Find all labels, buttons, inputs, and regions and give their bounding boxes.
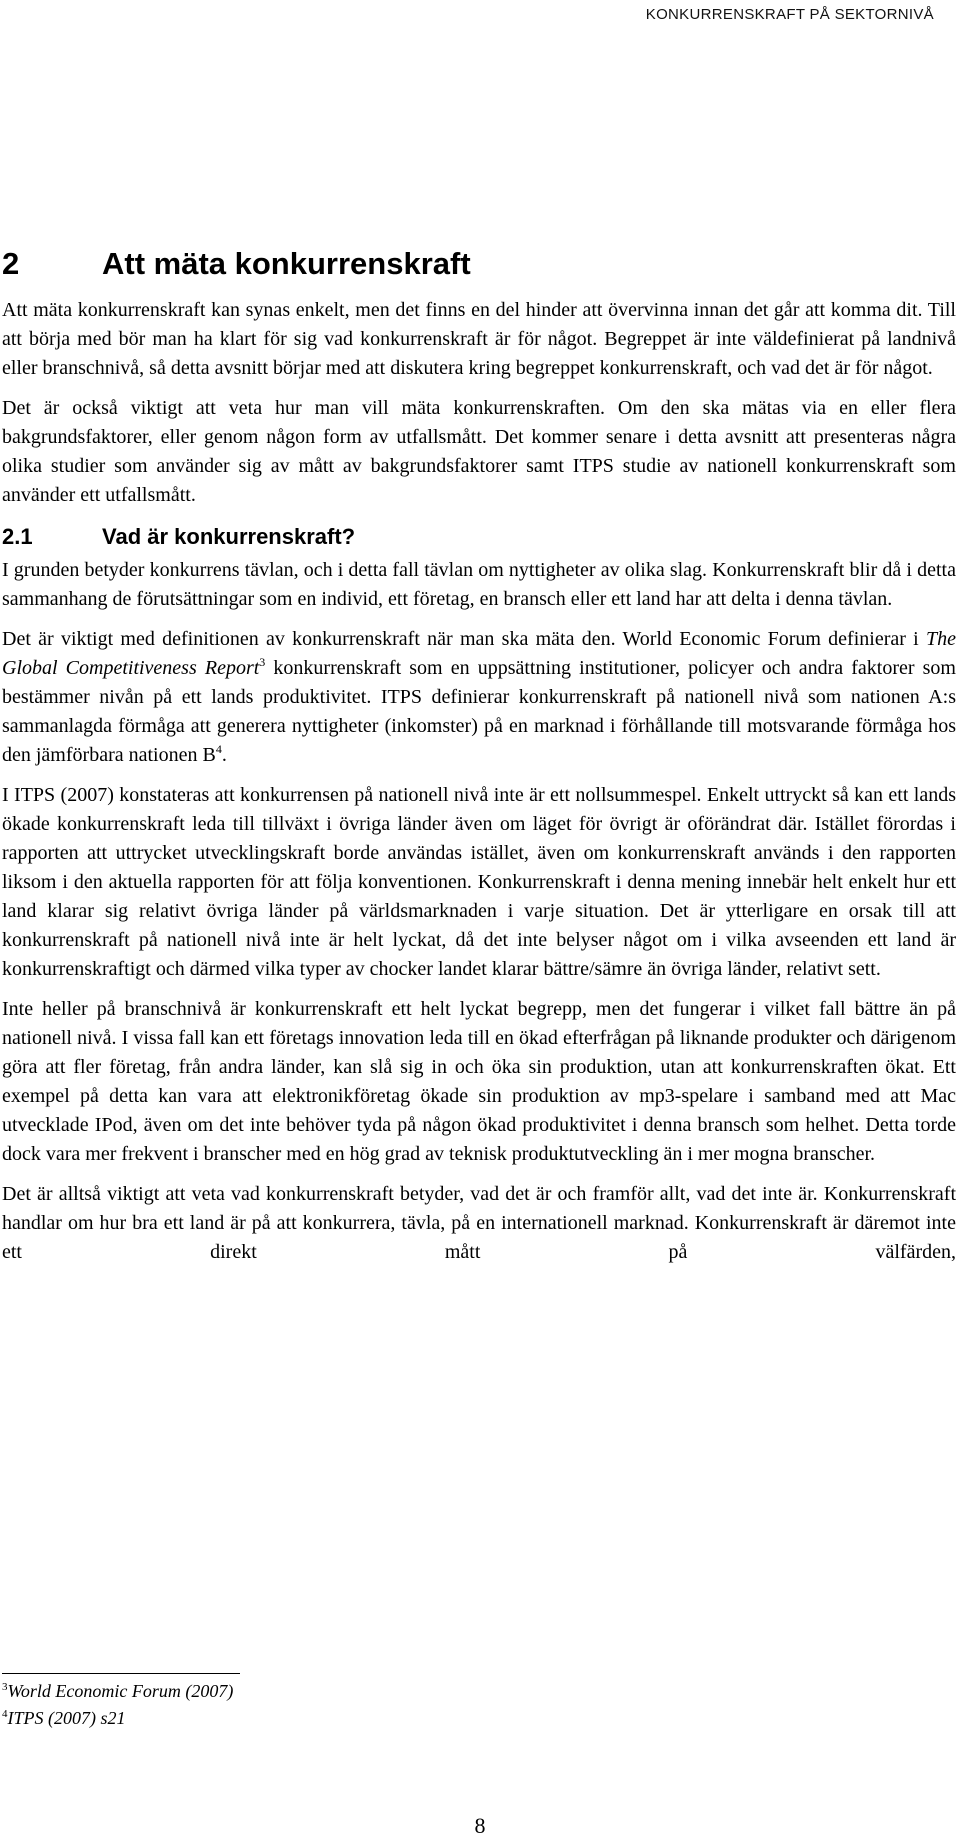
page-body bbox=[2, 246, 956, 1267]
running-header: KONKURRENSKRAFT PÅ SEKTORNIVÅ bbox=[645, 6, 934, 23]
footnote-separator bbox=[2, 1673, 240, 1674]
paragraph-wef-itps bbox=[2, 625, 956, 770]
section-title: Vad är konkurrenskraft? bbox=[102, 524, 356, 549]
footnote-reference-4: 4 bbox=[215, 742, 222, 756]
intro-paragraph-1: Att mäta konkurrenskraft kan synas enkelt, men det finns en del hinder att övervinna innan det går att komma dit. Till att börja med bör man ha klart för sig vad konkurrenskraft är för något. Begreppet är inte väldefinierat på landnivå eller branschnivå, så detta avsnitt börjar med att diskutera kring begreppet konkurrenskraft, och vad det är för något. bbox=[2, 299, 956, 379]
footnote-4 bbox=[2, 1705, 233, 1732]
section-heading bbox=[2, 521, 956, 553]
footnote-reference-3: 3 bbox=[259, 655, 266, 669]
page-number: 8 bbox=[474, 1813, 486, 1838]
footnotes bbox=[2, 1678, 233, 1732]
footnote-text: World Economic Forum (2007) bbox=[7, 1681, 234, 1701]
paragraph-text: Det är viktigt med definitionen av konkurrenskraft när man ska mäta den. World Economic Forum definierar i bbox=[2, 628, 926, 650]
paragraph-summary: Det är alltså viktigt att veta vad konkurrenskraft betyder, vad det är och framför allt, vad det inte är. Konkurrenskraft handlar om hur bra ett land är på att konkurrera, tävla, på en internationell marknad. Konkurrenskraft är däremot inte ett direkt mått på välfärden, bbox=[2, 1183, 956, 1263]
footnote-text: ITPS (2007) s21 bbox=[7, 1708, 126, 1728]
chapter-number: 2 bbox=[2, 246, 20, 281]
paragraph-branschniva: Inte heller på branschnivå är konkurrenskraft ett helt lyckat begrepp, men det fungerar i vilket fall bättre än på nationell nivå. I vissa fall kan ett företags innovation leda till en ökad efterfrågan på liknande produkter och därigenom göra att fler företag, från andra länder, kan slå sig in och öka sin produktion, utan att konkurrenskraften ökat. Ett exempel på detta kan vara att elektronikföretag ökade sin produktion av mp3-spelare i samband med att Mac utvecklade IPod, även om det inte behöver tyda på någon ökad produktivitet i denna bransch som helhet. Detta torde dock vara mer frekvent i branscher med en hög grad av teknisk produktutveckling än i mer mogna branscher. bbox=[2, 998, 956, 1165]
intro-paragraph-2: Det är också viktigt att veta hur man vill mäta konkurrenskraften. Om den ska mätas via en eller flera bakgrundsfaktorer, eller genom någon form av utfallsmått. Det kommer senare i detta avsnitt att presenteras några olika studier som använder sig av mått av bakgrundsfaktorer samt ITPS studie av nationell konkurrenskraft som använder ett utfallsmått. bbox=[2, 397, 956, 506]
paragraph-itps-2007: I ITPS (2007) konstateras att konkurrensen på nationell nivå inte är ett nollsummespel. Enkelt uttryckt så kan ett lands ökade konkurrenskraft leda till tillväxt i övriga länder även om läget för övrigt är oförändrat där. Istället förordas i rapporten att uttrycket utvecklingskraft borde användas istället, även om konkurrenskraft används i den rapporten liksom i den aktuella rapporten för att följa konventionen. Konkurrenskraft i denna mening innebär helt enkelt hur ett land klarar sig relativt övriga länder på världsmarknaden i varje situation. Det är ytterligare en orsak till att konkurrenskraft på nationell nivå inte är helt lyckat, då det inte belyser något om i vilka avseenden ett land är konkurrenskraftigt och därmed vilka typer av chocker landet klarar bättre/sämre än övriga länder, relativt sett. bbox=[2, 784, 956, 980]
paragraph-text: konkurrenskraft som en uppsättning institutioner, policyer och andra faktorer som bestämmer nivån på ett lands produktivitet. ITPS definierar konkurrenskraft på nationell nivå som nationen A:s sammanlagda förmåga att generera nyttigheter (inkomster) på en marknad i förhållande till motsvarande förmåga hos den jämförbara nationen B bbox=[2, 657, 956, 766]
footnote-mark: 3 bbox=[2, 1681, 8, 1693]
chapter-heading bbox=[2, 246, 956, 282]
paragraph-text: . bbox=[221, 744, 227, 766]
footnote-mark: 4 bbox=[2, 1708, 8, 1720]
report-title: The Global Competitiveness Report bbox=[2, 628, 956, 679]
section-number: 2.1 bbox=[2, 524, 33, 549]
paragraph-definition: I grunden betyder konkurrens tävlan, och i detta fall tävlan om nyttigheter av olika slag. Konkurrenskraft blir då i detta sammanhang de förutsättningar som en individ, ett företag, en bransch eller ett land har att delta i denna tävlan. bbox=[2, 559, 956, 610]
chapter-title: Att mäta konkurrenskraft bbox=[102, 246, 471, 281]
footnote-3 bbox=[2, 1678, 233, 1705]
